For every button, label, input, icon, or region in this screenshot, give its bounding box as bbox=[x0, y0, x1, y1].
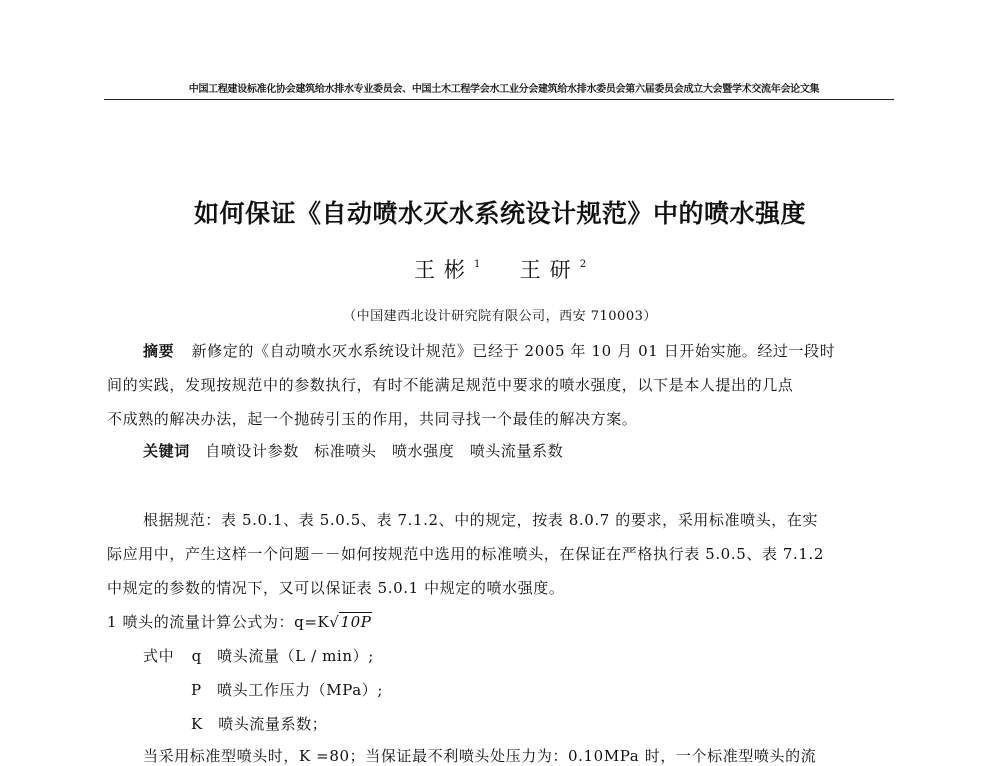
keyword: 喷水强度 bbox=[391, 442, 455, 460]
variable-description: 喷头工作压力（MPa）; bbox=[217, 681, 384, 699]
variable-description: 喷头流量（L / min）; bbox=[217, 647, 374, 665]
author-list bbox=[0, 254, 1000, 284]
variable-symbol: K bbox=[191, 715, 203, 733]
paper-title: 如何保证《自动喷水灭水系统设计规范》中的喷水强度 bbox=[193, 199, 806, 228]
author-name: 王研 bbox=[519, 258, 580, 282]
author-affiliation-mark: 2 bbox=[579, 259, 587, 270]
author-name: 王彬 bbox=[413, 258, 474, 282]
running-header: 中国工程建设标准化协会建筑给水排水专业委员会、中国土木工程学会水工业分会建筑给水排水委员会第六届委员会成立大会暨学术交流年会论文集 bbox=[188, 84, 820, 95]
body-text-line: 际应用中，产生这样一个问题－－如何按规范中选用的标准喷头，在保证在严格执行表 5.0.5、表 7.1.2 bbox=[107, 545, 825, 563]
variable-definition bbox=[191, 679, 383, 700]
abstract-text-line: 新修定的《自动喷水灭水系统设计规范》已经于 2005 年 10 月 01 日开始实施。经过一段时 bbox=[191, 342, 836, 360]
variable-definition bbox=[143, 645, 374, 666]
abstract-label: 摘要 bbox=[143, 342, 175, 360]
flow-formula: 1 喷头的流量计算公式为：q=K bbox=[107, 613, 330, 631]
sqrt-icon: √ bbox=[329, 613, 340, 631]
body-text-line: 根据规范：表 5.0.1、表 5.0.5、表 7.1.2、中的规定，按表 8.0.7 的要求，采用标准喷头，在实 bbox=[143, 511, 819, 529]
keyword: 自喷设计参数 bbox=[205, 442, 299, 460]
author-affiliation-mark: 1 bbox=[473, 259, 481, 270]
abstract-text-line: 间的实践，发现按规范中的参数执行，有时不能满足规范中要求的喷水强度，以下是本人提出的几点 bbox=[107, 376, 794, 394]
section-heading bbox=[107, 611, 372, 632]
affiliation: （中国建西北设计研究院有限公司，西安 710003） bbox=[343, 309, 657, 324]
body-text-line: 当采用标准型喷头时，K =80；当保证最不利喷头处压力为：0.10MPa 时，一个标准型喷头的流 bbox=[143, 747, 817, 765]
formula-radicand: 10P bbox=[340, 613, 372, 631]
keyword: 喷头流量系数 bbox=[469, 442, 564, 460]
variable-description: 喷头流量系数； bbox=[218, 715, 328, 733]
variable-definition bbox=[191, 713, 327, 734]
keywords-line bbox=[143, 440, 563, 461]
body-text-line: 中规定的参数的情况下，又可以保证表 5.0.1 中规定的喷水强度。 bbox=[107, 579, 565, 597]
keywords-label: 关键词 bbox=[143, 442, 190, 460]
variable-symbol: P bbox=[191, 681, 202, 699]
where-label: 式中 bbox=[143, 647, 175, 665]
abstract-first-line bbox=[143, 340, 835, 361]
variable-symbol: q bbox=[191, 647, 202, 665]
header-rule bbox=[104, 99, 894, 100]
abstract-text-line: 不成熟的解决办法，起一个抛砖引玉的作用，共同寻找一个最佳的解决方案。 bbox=[107, 410, 638, 428]
keyword: 标准喷头 bbox=[314, 442, 377, 460]
